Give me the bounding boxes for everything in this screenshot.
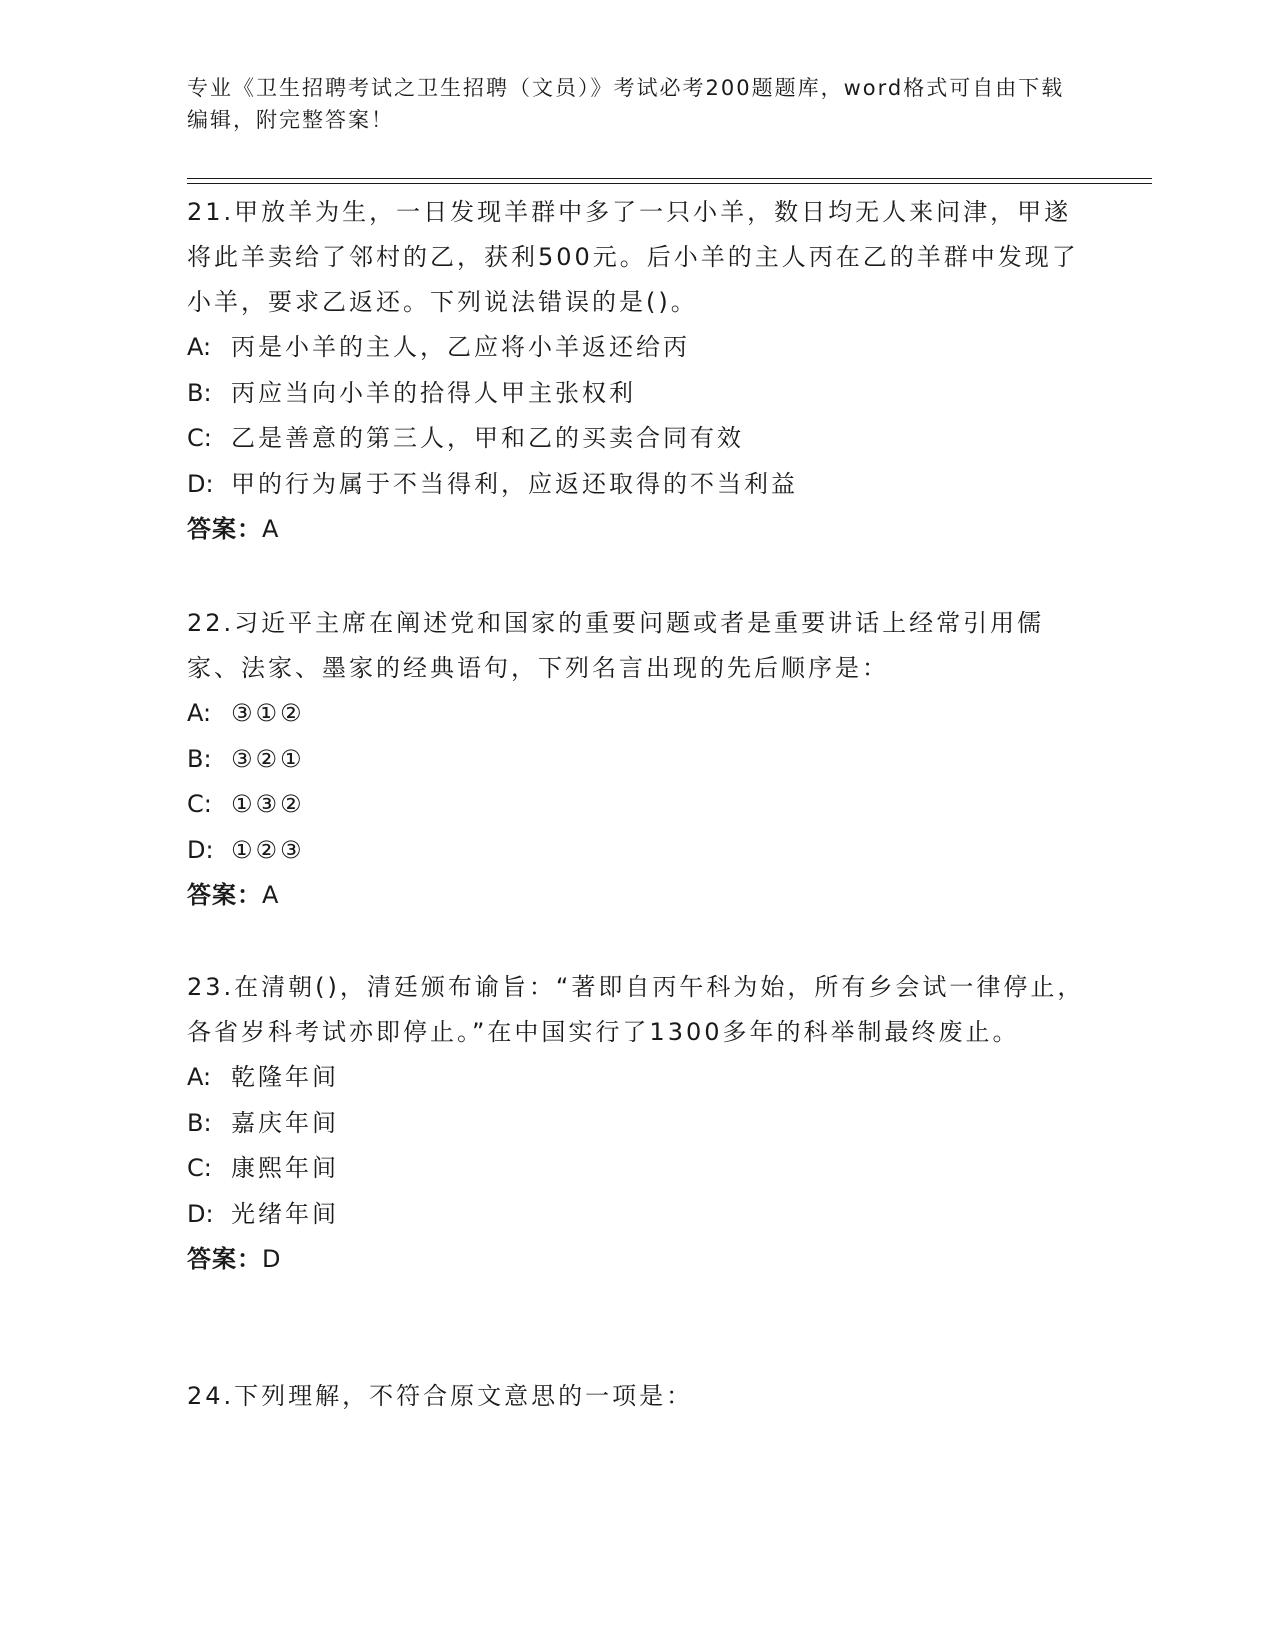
option-d	[187, 1192, 1087, 1238]
option-key: B:	[187, 744, 212, 773]
question-23	[187, 965, 1087, 1282]
option-text: 康熙年间	[231, 1154, 339, 1182]
option-key: C:	[187, 1154, 212, 1182]
option-c	[187, 782, 1087, 828]
question-22	[187, 601, 1087, 918]
answer-line	[187, 507, 1087, 552]
option-text: 光绪年间	[231, 1199, 339, 1228]
option-text: 甲的行为属于不当得利，应返还取得的不当利益	[231, 469, 798, 498]
option-text: 丙是小羊的主人，乙应将小羊返还给丙	[231, 333, 690, 361]
answer-value: A	[262, 881, 279, 909]
option-key: C:	[187, 790, 212, 818]
option-key: A:	[187, 1063, 212, 1091]
option-text: 嘉庆年间	[231, 1108, 339, 1137]
option-key: A:	[187, 699, 212, 727]
option-key: A:	[187, 333, 212, 361]
answer-line	[187, 873, 1087, 918]
question-stem: 24.下列理解，不符合原文意思的一项是：	[187, 1382, 694, 1410]
question-stem: 23.在清朝()，清廷颁布谕旨：“著即自丙午科为始，所有乡会试一律停止，各省岁科考试亦即停止。”在中国实行了1300多年的科举制最终废止。	[187, 973, 1085, 1046]
option-key: C:	[187, 424, 212, 452]
option-b	[187, 737, 1087, 783]
option-a	[187, 691, 1087, 737]
option-key: D:	[187, 1199, 214, 1228]
option-b	[187, 371, 1087, 417]
option-c	[187, 1146, 1087, 1192]
header-text: 专业《卫生招聘考试之卫生招聘（文员）》考试必考200题题库，word格式可自由下载编辑，附完整答案！	[187, 76, 1065, 132]
option-b	[187, 1101, 1087, 1147]
answer-value: A	[262, 515, 279, 543]
option-key: B:	[187, 378, 212, 407]
option-text: ①③②	[231, 790, 305, 818]
question-stem: 22.习近平主席在阐述党和国家的重要问题或者是重要讲话上经常引用儒家、法家、墨家的经典语句，下列名言出现的先后顺序是：	[187, 609, 1045, 682]
answer-value: D	[262, 1245, 281, 1273]
option-text: ③①②	[231, 699, 305, 727]
question-stem: 21.甲放羊为生，一日发现羊群中多了一只小羊，数日均无人来问津，甲遂将此羊卖给了邻村的乙，获利500元。后小羊的主人丙在乙的羊群中发现了小羊，要求乙返还。下列说法错误的是()。	[187, 198, 1079, 316]
question-24	[187, 1374, 1087, 1419]
header-divider-top	[187, 178, 1152, 179]
option-text: ①②③	[231, 835, 305, 864]
option-c	[187, 416, 1087, 462]
option-d	[187, 828, 1087, 874]
option-a	[187, 1055, 1087, 1101]
option-d	[187, 462, 1087, 508]
document-header	[187, 72, 1067, 136]
option-key: D:	[187, 835, 214, 864]
option-a	[187, 325, 1087, 371]
option-text: 丙应当向小羊的拾得人甲主张权利	[231, 378, 636, 407]
answer-label: 答案：	[187, 881, 262, 909]
header-divider-bottom	[187, 183, 1152, 184]
option-key: D:	[187, 469, 214, 498]
option-text: ③②①	[231, 744, 305, 773]
answer-line	[187, 1237, 1087, 1282]
option-key: B:	[187, 1108, 212, 1137]
option-text: 乙是善意的第三人，甲和乙的买卖合同有效	[231, 424, 744, 452]
answer-label: 答案：	[187, 515, 262, 543]
option-text: 乾隆年间	[231, 1063, 339, 1091]
question-21	[187, 190, 1087, 552]
answer-label: 答案：	[187, 1245, 262, 1273]
